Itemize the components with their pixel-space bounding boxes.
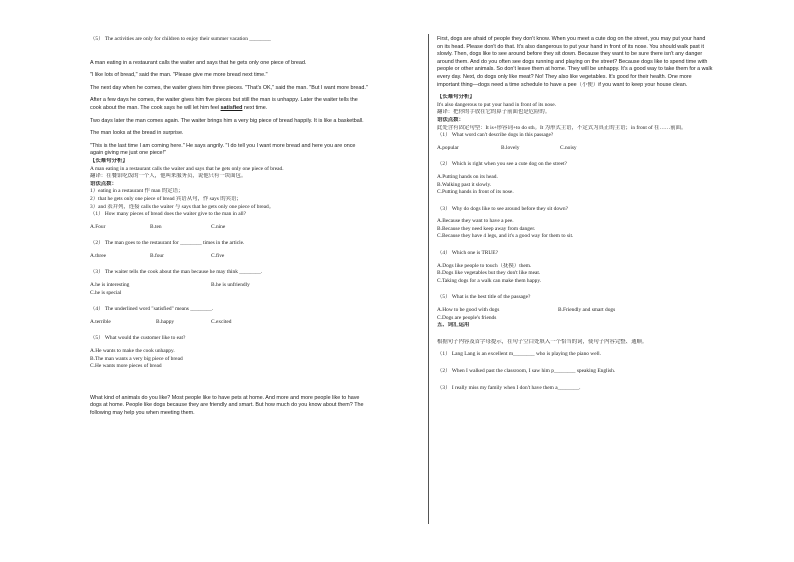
- option-c[interactable]: C.Putting hands in front of its nose.: [437, 189, 514, 196]
- grammar-point: 3）and 表并列，连接 calls the waiter 与 says that he gets only one piece of bread。: [90, 203, 275, 210]
- option-b[interactable]: B.The man wants a very big piece of bread: [90, 355, 183, 362]
- option-c[interactable]: C.nine: [211, 223, 226, 230]
- question-3: [437, 206, 777, 241]
- question-stem: （4） Which one is TRUE?: [437, 250, 498, 257]
- option-b[interactable]: B.four: [150, 252, 164, 259]
- question-stem: （3） Why do dogs like to see around before they sit down?: [437, 205, 568, 212]
- option-c[interactable]: C.Because they have 4 legs, and it's a good way for them to sit.: [437, 233, 574, 240]
- option-a[interactable]: A.popular: [437, 144, 459, 151]
- option-a[interactable]: A.How to be good with dogs: [437, 307, 500, 314]
- options-row: [437, 145, 777, 153]
- question-1: [90, 211, 420, 231]
- option-a[interactable]: A.Putting hands on its head.: [437, 173, 498, 180]
- option-a[interactable]: A.three: [90, 252, 107, 259]
- question-5: [90, 335, 420, 370]
- option-a[interactable]: A.Dogs like people to touch（抚摸）them.: [437, 262, 532, 269]
- question-2: [437, 161, 777, 196]
- options-row: [90, 282, 420, 290]
- passage-text: cook about the man. The cook says he will let him feel: [90, 104, 220, 111]
- reading-passage-dogs: [437, 36, 777, 89]
- analysis-sentence: It's also dangerous to put your hand in front of its nose.: [437, 101, 556, 108]
- passage-line: "I like lots of bread," said the man. "Please give me more bread next time.": [90, 72, 268, 79]
- option-b[interactable]: B.ten: [150, 223, 162, 230]
- option-c[interactable]: C.five: [211, 252, 225, 259]
- section-title: 五、词汇运用: [437, 322, 470, 329]
- analysis-sentence: A man eating in a restaurant calls the waiter and says that he gets only one piece of bread.: [90, 165, 284, 172]
- passage-line: dogs at home. People like dogs because they are friendly and smart. But how much do you know about them? The: [90, 402, 364, 409]
- option-b[interactable]: B.happy: [156, 318, 175, 325]
- question-stem: （2） The man goes to the restaurant for ________ times in the article.: [90, 240, 245, 247]
- question-4: [437, 250, 777, 285]
- option-b[interactable]: B.lovely: [501, 144, 520, 151]
- analysis-heading: 【长难句分析】: [90, 157, 128, 164]
- analysis-heading: 【长难句分析】: [437, 94, 475, 101]
- grammar-point: 1）eating in a restaurant 作 man 的定语；: [90, 188, 184, 195]
- question-stem: （1） How many pieces of bread does the waiter give to the man in all?: [90, 211, 246, 218]
- passage-line: people or other animals. So don't leave them at home. They will be unhappy. It's a good way to take them for a walk: [437, 66, 713, 73]
- reading-passage-dogs-intro: [90, 395, 420, 418]
- sentence-analysis: [437, 94, 777, 132]
- question-5: [437, 294, 777, 322]
- vocab-question-1[interactable]: （1） Lang Lang is an excellent m________ who is playing the piano well.: [437, 351, 601, 358]
- options-row: [90, 224, 420, 232]
- question-stem: （1） What word can't describe dogs in this passage?: [437, 132, 554, 139]
- passage-line: "This is the last time I am coming here." He says angrily. "I do tell you I want more bread and here you are once: [90, 142, 356, 149]
- passage-line: slowly. Then, dogs like to see around before they sit down. Because they want to be sure there isn't any danger: [437, 51, 703, 58]
- question-4: [90, 306, 420, 326]
- passage-line: What kind of animals do you like? Most people like to have pets at home. And more and more people like to have: [90, 394, 360, 401]
- option-b[interactable]: B.he is unfriendly: [211, 282, 250, 289]
- option-b[interactable]: B.Friendly and smart dogs: [558, 307, 616, 314]
- option-c[interactable]: C.He wants more pieces of bread: [90, 363, 162, 370]
- option-b[interactable]: B.Because they need keep away from danger.: [437, 225, 536, 232]
- right-column: [437, 36, 777, 392]
- analysis-translation: 翻译：把你的手放在它的鼻子前面也是危险的。: [437, 109, 551, 116]
- grammar-heading: 语法点拨：: [90, 180, 117, 187]
- passage-line: again giving me just one piece!": [90, 150, 166, 157]
- question-stem: （5） What would the customer like to eat?: [90, 335, 186, 342]
- underlined-word-satisfied: satisfied: [220, 104, 243, 111]
- option-a[interactable]: A.Four: [90, 223, 106, 230]
- passage-line: The man looks at the bread in surprise.: [90, 130, 184, 137]
- passage-line: important thing—dogs need a time schedule to have a pee（小便）if you want to keep your house clean.: [437, 81, 688, 88]
- question-stem: （3） The waiter tells the cook about the man because he may think ________.: [90, 269, 263, 276]
- option-a[interactable]: A.he is interesting: [90, 282, 130, 289]
- question-3: [90, 269, 420, 297]
- passage-line: [90, 105, 420, 113]
- passage-text: next time.: [242, 104, 268, 111]
- passage-line: First, dogs are afraid of people they don't know. When you meet a cute dog on the street, you may put your hand: [437, 36, 706, 42]
- passage-line: every day. Next, do dogs only like meat? No! They also like vegetables. It's good for their health. One more: [437, 73, 692, 80]
- passage-line: around them. And do you often see dogs running and playing on the street? Because dogs like to spend time with: [437, 58, 708, 65]
- option-c[interactable]: C.excited: [211, 318, 232, 325]
- option-c[interactable]: C.noisy: [560, 144, 577, 151]
- option-a[interactable]: A.Because they want to have a pee.: [437, 218, 514, 225]
- question-stem: （2） Which is right when you see a cute dog on the street?: [437, 161, 567, 168]
- options-row: [437, 307, 777, 315]
- reading-passage-bread: [90, 60, 420, 158]
- question-5-top: （5） The activities are only for children to enjoy their summer vacation ________: [90, 36, 271, 42]
- option-b[interactable]: B.Dogs like vegetables but they don't like meat.: [437, 270, 541, 277]
- passage-line: following may help you when meeting them.: [90, 410, 195, 416]
- question-stem: （4） The underlined word "satisfied" means ________.: [90, 306, 214, 313]
- passage-line: Two days later the man comes again. The waiter brings him a very big piece of bread happily. It is like a basketball.: [90, 117, 364, 124]
- passage-line: The next day when he comes, the waiter gives him three pieces. "That's OK," said the man. "But I want more bread.": [90, 84, 368, 91]
- question-2: [90, 240, 420, 260]
- option-c[interactable]: C.he is special: [90, 289, 122, 296]
- column-divider: [428, 34, 429, 524]
- vocab-question-3[interactable]: （3） I really miss my family when I don't have them a________.: [437, 384, 581, 391]
- options-row: [90, 319, 420, 327]
- left-column: [90, 36, 420, 418]
- option-a[interactable]: A.He wants to make the cook unhappy.: [90, 348, 175, 355]
- section-instruction: 根据句子内容及首字母提示，在句子空白处填入一个恰当的词，使句子内容完整、通顺。: [437, 338, 648, 345]
- option-a[interactable]: A.terrible: [90, 318, 111, 325]
- grammar-point: 此处含有固定句型：It is+形容词+to do sth。It 为形式主语，不定式为真正的主语；in front of 在……前面。: [437, 124, 687, 131]
- option-c[interactable]: C.Taking dogs for a walk can make them happy.: [437, 277, 542, 284]
- option-c[interactable]: C.Dogs are people's friends: [437, 314, 497, 321]
- grammar-point: 2）that he gets only one piece of bread 宾语从句，作 says 的宾语；: [90, 195, 242, 202]
- question-stem: （5） What is the best title of the passage?: [437, 294, 531, 301]
- sentence-analysis: [90, 158, 420, 211]
- analysis-translation: 翻译：在餐馆吃饭的一个人，他叫来服务员，说他只有一块面包。: [90, 173, 247, 180]
- question-1: [437, 132, 777, 152]
- option-b[interactable]: B.Walking past it slowly.: [437, 181, 492, 188]
- passage-line: A man eating in a restaurant calls the waiter and says that he gets only one piece of bread.: [90, 59, 307, 66]
- passage-line: After a few days he comes, the waiter gives him five pieces but still the man is unhappy. Later the waiter tells the: [90, 97, 358, 104]
- passage-line: on its head. Please don't do that. It's also dangerous to put your hand in front of its nose. You should walk past it: [437, 43, 704, 50]
- options-row: [90, 253, 420, 261]
- grammar-heading: 语法点拨：: [437, 116, 464, 123]
- vocab-question-2[interactable]: （2） When I walked past the classroom, I saw him p________ speaking English.: [437, 368, 616, 374]
